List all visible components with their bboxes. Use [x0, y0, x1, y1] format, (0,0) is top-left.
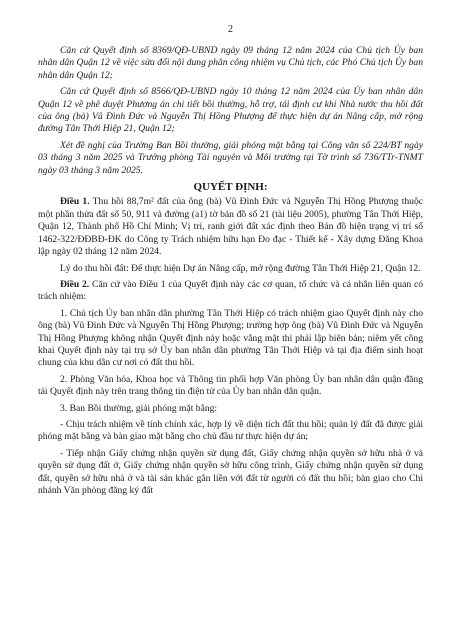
- article-2-item-3a: - Chịu trách nhiệm về tính chính xác, hợp lý về diện tích đất thu hồi; quản lý đất đã được giải phóng mặt bằng và bàn giao mặt bằng cho chủ đầu tư thực hiện dự án;: [38, 418, 423, 443]
- preamble-paragraph-2: Căn cứ Quyết định số 8566/QĐ-UBND ngày 10 tháng 12 năm 2024 của Ủy ban nhân dân Quận 12 về phê duyệt Phương án chi tiết bồi thường, hỗ trợ, tái định cư khi Nhà nước thu hồi đất của ông (bà) Vũ Đình Đức và Nguyễn Thị Hồng Phượng để thực hiện dự án Nâng cấp, mở rộng đường Tân Thới Hiệp 21, Quận 12;: [38, 86, 423, 135]
- article-2-label: Điều 2.: [60, 278, 90, 290]
- article-1-text: Thu hồi 88,7m² đất của ông (bà) Vũ Đình Đức và Nguyễn Thị Hồng Phượng thuộc một phần thửa đất số 50, 911 và đường (a1) tờ bản đồ số 21 (tài liệu 2005), phường Tân Thới Hiệp, Quận 12, Thành phố Hồ Chí Minh; Vị trí, ranh giới đất xác định theo Bản đồ hiện trạng vị trí số 1462-322/ĐĐBĐ-ĐK do Công ty Trách nhiệm hữu hạn Đo đạc - Thiết kế - Xây dựng Đăng Khoa lập ngày 02 tháng 12 năm 2024.: [38, 196, 424, 258]
- article-2-item-3b: - Tiếp nhận Giấy chứng nhận quyền sử dụng đất, Giấy chứng nhận quyền sở hữu nhà ở và quyền sử dụng đất ở, Giấy chứng nhận quyền sở hữu công trình, Giấy chứng nhận quyền sử dụng đất, quyền sở hữu nhà ở và tài sản khác gắn liền với đất từ người có đất thu hồi; bàn giao cho Chi nhánh Văn phòng đăng ký đất: [38, 447, 423, 496]
- article-2: [38, 279, 423, 304]
- article-1-label: Điều 1.: [60, 196, 90, 208]
- article-2-item-2: 2. Phòng Văn hóa, Khoa học và Thông tin phối hợp Văn phòng Ủy ban nhân dân quận đăng tải Quyết định này trên trang thông tin điện tử của Ủy ban nhân dân quận.: [38, 373, 423, 398]
- article-2-item-3: 3. Ban Bồi thường, giải phóng mặt bằng:: [60, 402, 218, 414]
- preamble-paragraph-1: Căn cứ Quyết định số 8369/QĐ-UBND ngày 09 tháng 12 năm 2024 của Chủ tịch Ủy ban nhân dân Quận 12 về việc sửa đổi nội dung phân công nhiệm vụ Chủ tịch, các Phó Chủ tịch Ủy ban nhân dân Quận 12;: [38, 45, 423, 81]
- decision-heading: QUYẾT ĐỊNH:: [193, 181, 268, 194]
- page-number: 2: [228, 24, 233, 35]
- article-2-item-1: 1. Chủ tịch Ủy ban nhân dân phường Tân Thới Hiệp có trách nhiệm giao Quyết định này cho ông (bà) Vũ Đình Đức và Nguyễn Thị Hồng Phượng; trường hợp ông (bà) Vũ Đình Đức và Nguyễn Thị Hồng Phượng không nhận Quyết định này hoặc vắng mặt thì phải lập biên bản; niêm yết công khai Quyết định này tại trụ sở Ủy ban nhân dân phường Tân Thới Hiệp và tại địa điểm sinh hoạt chung của khu dân cư nơi có đất thu hồi.: [38, 307, 423, 369]
- article-2-text: Căn cứ vào Điều 1 của Quyết định này các cơ quan, tổ chức và cá nhân liên quan có trách nhiệm:: [38, 278, 423, 303]
- article-1: [38, 196, 423, 258]
- article-1-reason: Lý do thu hồi đất: Để thực hiện Dự án Nâng cấp, mở rộng đường Tân Thới Hiệp 21, Quận 12.: [60, 262, 421, 274]
- preamble-paragraph-3: Xét đề nghị của Trưởng Ban Bồi thường, giải phóng mặt bằng tại Công văn số 224/BT ngày 03 tháng 3 năm 2025 và Trưởng phòng Tài nguyên và Môi trường tại Tờ trình số 736/TTr-TNMT ngày 03 tháng 3 năm 2025.: [38, 139, 423, 176]
